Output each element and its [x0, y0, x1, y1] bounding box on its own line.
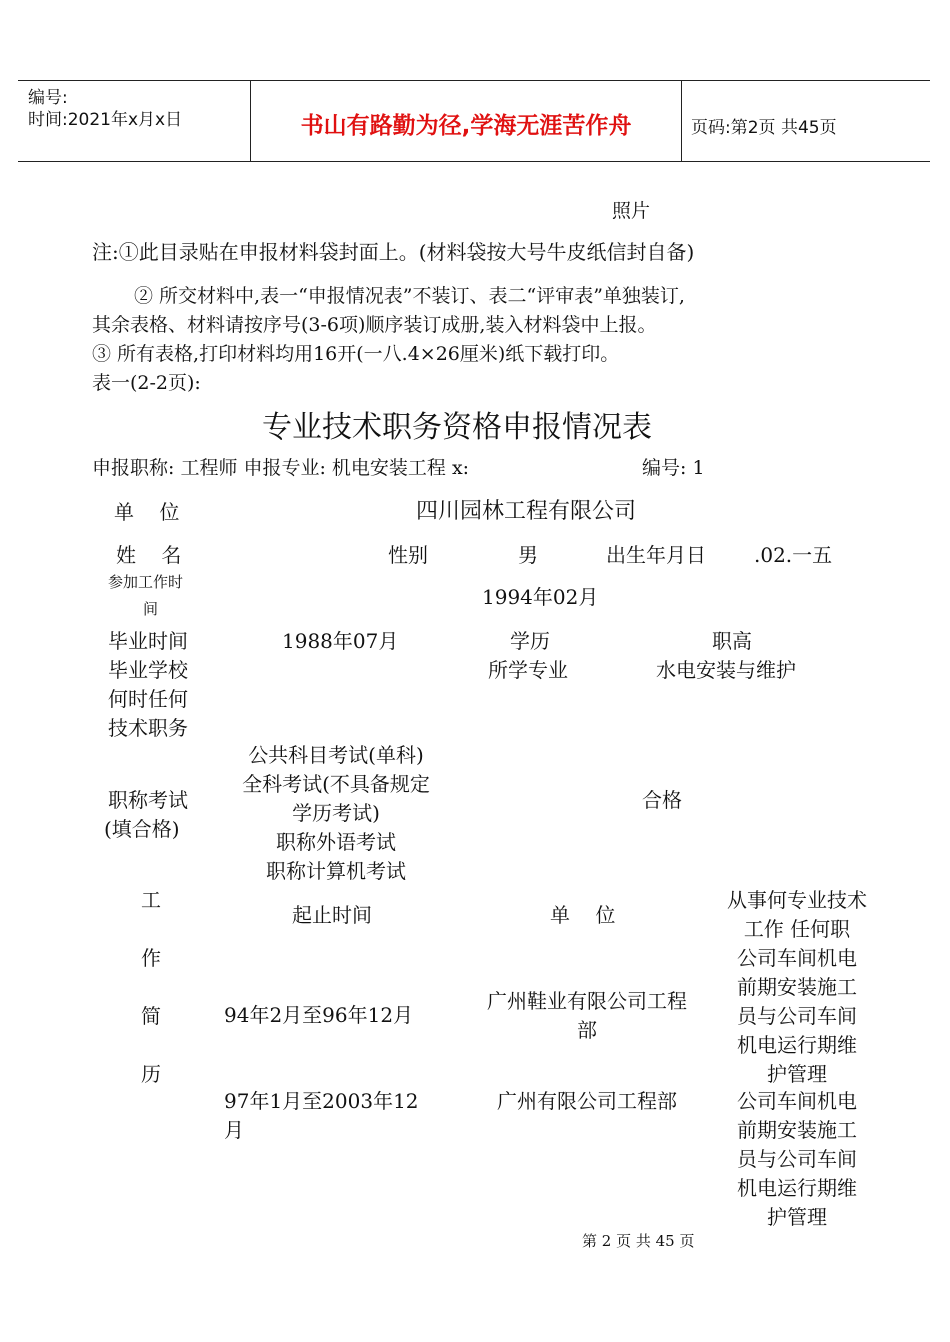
resume-row-1-job-5: 护管理 — [767, 1062, 827, 1086]
resume-head-job-1: 从事何专业技术 — [727, 888, 867, 912]
resume-row-1-job-2: 前期安装施工 — [737, 975, 857, 999]
header-meta — [28, 87, 182, 131]
edu-label: 学历 — [510, 629, 550, 653]
form-number: 编号: 1 — [642, 457, 705, 479]
unit-label: 单 位 — [114, 500, 180, 524]
resume-row-2-time-2: 月 — [224, 1118, 244, 1142]
photo-label: 照片 — [612, 200, 651, 222]
grad-time-label: 毕业时间 — [108, 629, 188, 653]
birth-value: .02.一五 — [754, 543, 833, 567]
resume-label-char-4: 历 — [141, 1062, 161, 1086]
resume-row-1-unit-2: 部 — [577, 1018, 597, 1042]
unit-value: 四川园林工程有限公司 — [416, 499, 637, 524]
resume-row-2-job-3: 员与公司车间 — [737, 1147, 857, 1171]
header-motto: 书山有路勤为径,学海无涯苦作舟 — [300, 113, 632, 139]
name-label: 姓 名 — [116, 543, 182, 567]
resume-head-job-2: 工作 任何职 — [743, 917, 851, 941]
edu-value: 职高 — [712, 629, 752, 653]
exam-item-2: 全科考试(不具备规定 — [242, 772, 430, 796]
resume-row-1-unit-1: 广州鞋业有限公司工程 — [487, 989, 687, 1013]
gender-label: 性别 — [388, 543, 428, 567]
work-start-value: 1994年02月 — [482, 585, 599, 609]
resume-row-2-job-2: 前期安装施工 — [737, 1118, 857, 1142]
exam-item-3: 学历考试) — [292, 801, 380, 825]
gender-value: 男 — [518, 543, 538, 567]
resume-row-1-time: 94年2月至96年12月 — [224, 1003, 414, 1027]
work-start-label-2: 间 — [143, 600, 159, 618]
resume-row-2-job-4: 机电运行期维 — [737, 1176, 857, 1200]
resume-row-1-job-3: 员与公司车间 — [737, 1004, 857, 1028]
note-3: ③ 所有表格,打印材料均用16开(一八.4×26厘米)纸下载打印。 — [92, 343, 620, 365]
header-number-label: 编号: — [28, 88, 68, 108]
exam-item-1: 公共科目考试(单科) — [248, 743, 424, 767]
table-ref: 表一(2-2页): — [92, 372, 201, 394]
appoint-label-1: 何时任何 — [108, 687, 188, 711]
header-time-label: 时间:2021年x月x日 — [28, 110, 183, 130]
exam-label-2: (填合格) — [104, 817, 180, 841]
exam-result: 合格 — [642, 788, 682, 812]
resume-row-2-unit-1: 广州有限公司工程部 — [497, 1089, 677, 1113]
resume-row-2-job-1: 公司车间机电 — [737, 1089, 857, 1113]
resume-row-2-time-1: 97年1月至2003年12 — [224, 1089, 419, 1113]
resume-label-char-2: 作 — [141, 946, 161, 970]
exam-item-4: 职称外语考试 — [276, 830, 396, 854]
form-title: 专业技术职务资格申报情况表 — [262, 410, 652, 445]
resume-label-char-1: 工 — [141, 888, 161, 912]
exam-label-1: 职称考试 — [108, 788, 188, 812]
resume-row-2-job-5: 护管理 — [767, 1205, 827, 1229]
resume-label-char-3: 简 — [141, 1004, 161, 1028]
header-page-label: 页码:第2页 共45页 — [691, 118, 837, 138]
resume-head-unit: 单 位 — [550, 903, 616, 927]
resume-head-time: 起止时间 — [292, 903, 372, 927]
resume-row-1-job-4: 机电运行期维 — [737, 1033, 857, 1057]
page-footer: 第 2 页 共 45 页 — [582, 1232, 695, 1250]
major-value: 水电安装与维护 — [656, 658, 796, 682]
major-label: 所学专业 — [488, 658, 568, 682]
appoint-label-2: 技术职务 — [108, 716, 188, 740]
form-subline: 申报职称: 工程师 申报专业: 机电安装工程 x: — [92, 457, 470, 479]
grad-time-value: 1988年07月 — [282, 629, 399, 653]
note-1: 注:①此目录贴在申报材料袋封面上。(材料袋按大号牛皮纸信封自备) — [92, 240, 695, 264]
note-2a: ② 所交材料中,表一“申报情况表”不装订、表二“评审表”单独装订, — [134, 285, 685, 307]
school-label: 毕业学校 — [108, 658, 188, 682]
header-divider-2 — [681, 81, 682, 161]
birth-label: 出生年月日 — [606, 543, 706, 567]
resume-row-1-job-1: 公司车间机电 — [737, 946, 857, 970]
exam-item-5: 职称计算机考试 — [266, 859, 406, 883]
note-2b: 其余表格、材料请按序号(3-6项)顺序装订成册,装入材料袋中上报。 — [92, 314, 657, 336]
page-header — [18, 80, 930, 162]
work-start-label-1: 参加工作时 — [108, 573, 184, 591]
